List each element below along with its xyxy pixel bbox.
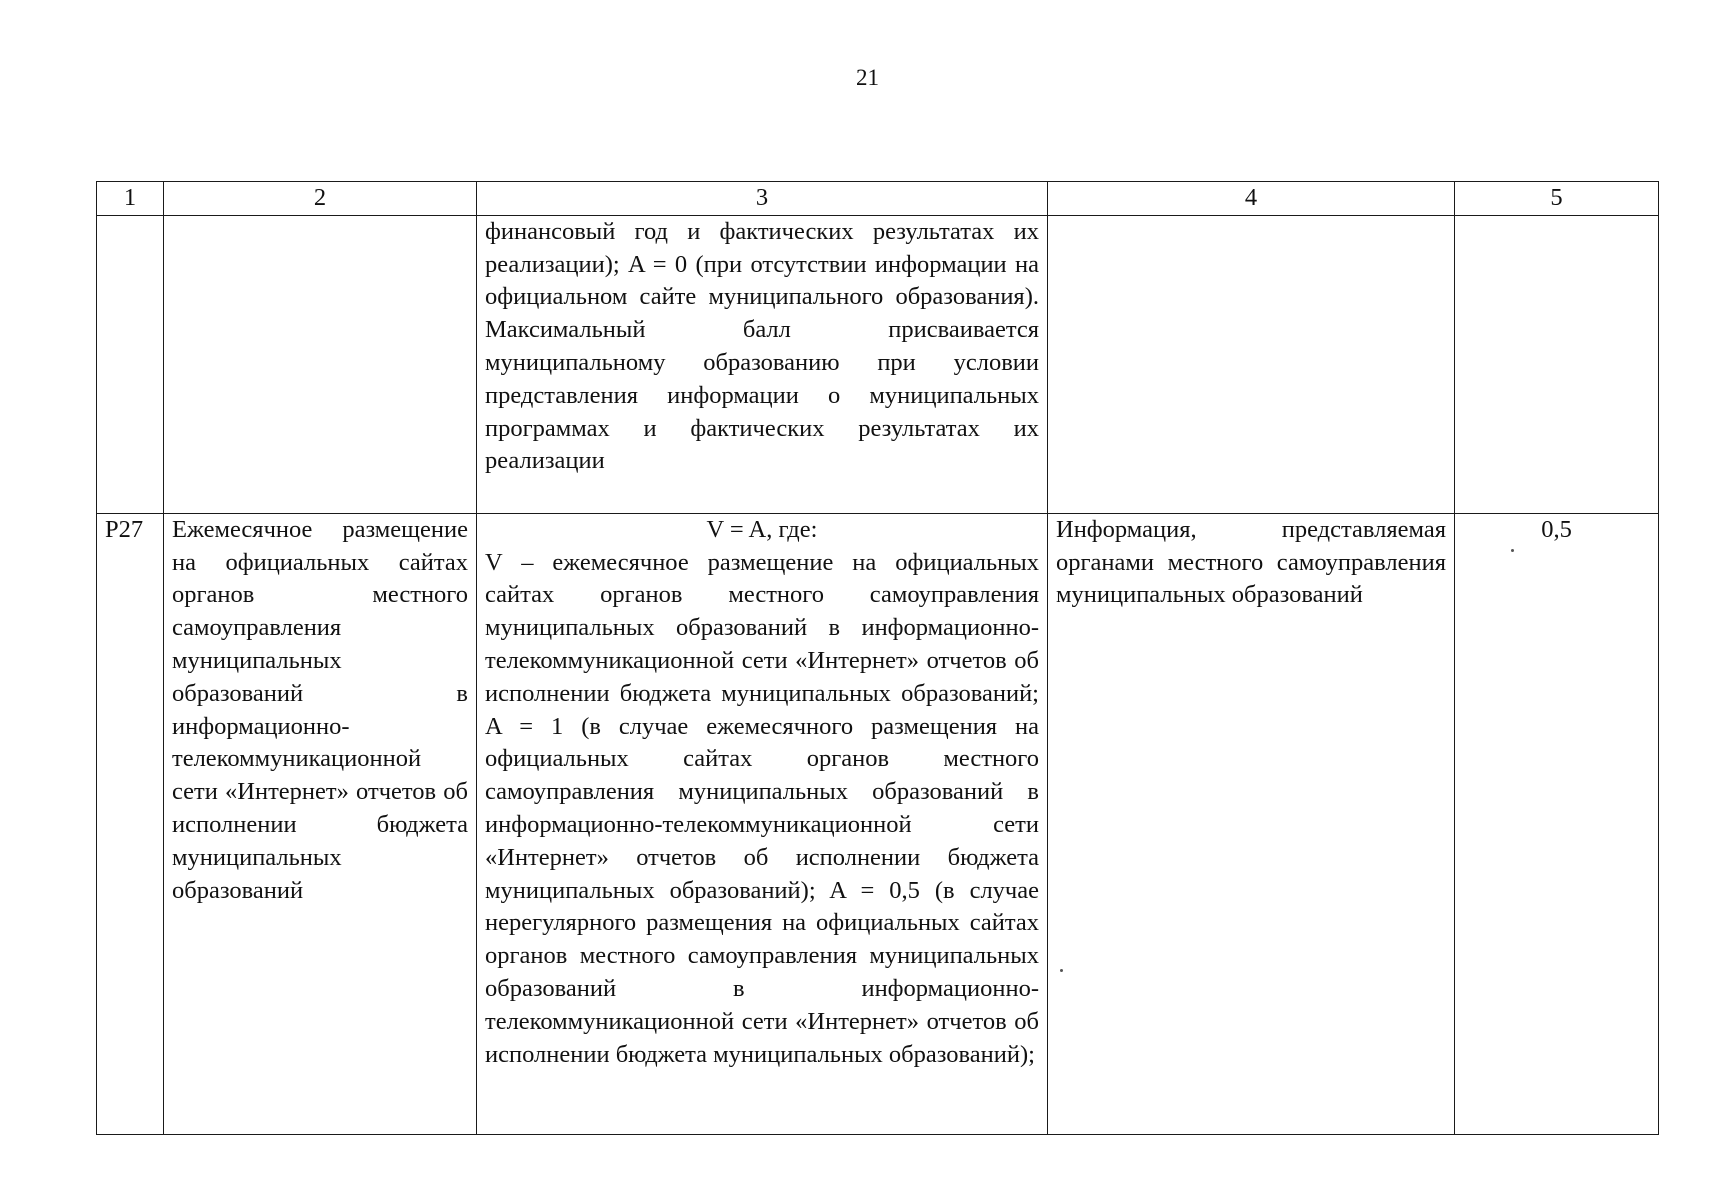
table-row-p27 — [97, 513, 1659, 1134]
indicator-source: Информация, представляемая органами местного самоуправления муниципальных образований — [1048, 513, 1455, 1134]
table-header-row — [97, 182, 1659, 216]
indicator-table — [96, 181, 1659, 1135]
indicator-description: V – ежемесячное размещение на официальных сайтах органов местного самоуправления муниципальных образований в информационно-телекоммуникационной сети «Интернет» отчетов об исполнении бюджета муниципальных образований; A = 1 (в случае ежемесячного размещения на официальных сайтах органов местного самоуправления муниципальных образований в информационно-телекоммуникационной сети «Интернет» отчетов об исполнении бюджета муниципальных образований); A = 0,5 (в случае нерегулярного размещения на официальных сайтах органов местного самоуправления муниципальных образований в информационно-телекоммуникационной сети «Интернет» отчетов об исполнении бюджета муниципальных образований); — [485, 548, 1039, 1068]
header-col-1: 1 — [97, 182, 164, 216]
scan-speck — [1511, 549, 1514, 552]
header-col-5: 5 — [1455, 182, 1659, 216]
indicator-formula: V = A, где: — [706, 515, 818, 543]
indicator-weight: 0,5 — [1455, 513, 1659, 1134]
cont-col-1 — [97, 215, 164, 513]
indicator-name: Ежемесячное размещение на официальных сайтах органов местного самоуправления муниципальных образований в информационно-телекоммуникационной сети «Интернет» отчетов об исполнении бюджета муниципальных образований — [164, 513, 477, 1134]
indicator-calculation — [477, 513, 1048, 1134]
page-number: 21 — [856, 65, 879, 90]
header-col-2: 2 — [164, 182, 477, 216]
table-row-continuation — [97, 215, 1659, 513]
cont-col-4 — [1048, 215, 1455, 513]
cont-col-2 — [164, 215, 477, 513]
header-col-4: 4 — [1048, 182, 1455, 216]
header-col-3: 3 — [477, 182, 1048, 216]
scan-speck — [1060, 969, 1063, 972]
cont-col-3-text: финансовый год и фактических результатах их реализации); A = 0 (при отсутствии информации на официальном сайте муниципального образования). Максимальный балл присваивается муниципальному образованию при условии представления информации о муниципальных программах и фактических результатах их реализации — [477, 215, 1048, 513]
indicator-code: Р27 — [97, 513, 164, 1134]
cont-col-5 — [1455, 215, 1659, 513]
